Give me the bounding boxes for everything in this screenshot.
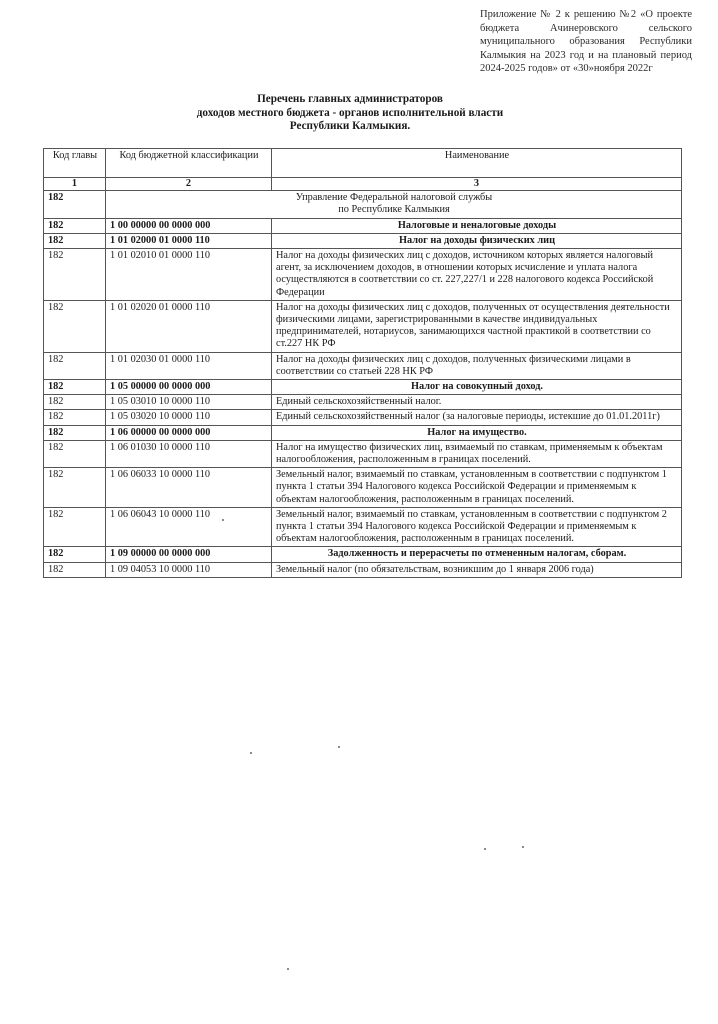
table-row xyxy=(44,547,682,562)
header-name: Наименование xyxy=(272,149,682,178)
budget-code-cell: 1 09 00000 00 0000 000 xyxy=(106,547,272,562)
revenue-name-cell: Земельный налог (по обязательствам, возникшим до 1 января 2006 года) xyxy=(272,562,682,577)
column-numbers-row xyxy=(44,178,682,191)
column-number: 2 xyxy=(106,178,272,191)
revenue-name-cell: Налоговые и неналоговые доходы xyxy=(272,218,682,233)
table-row xyxy=(44,562,682,577)
table-header-row xyxy=(44,149,682,178)
budget-code-cell: 1 01 02020 01 0000 110 xyxy=(106,300,272,352)
table-row xyxy=(44,218,682,233)
table-row xyxy=(44,410,682,425)
revenue-name-cell: Единый сельскохозяйственный налог (за налоговые периоды, истекшие до 01.01.2011г) xyxy=(272,410,682,425)
budget-code-cell: 1 06 00000 00 0000 000 xyxy=(106,425,272,440)
chapter-code-cell: 182 xyxy=(44,562,106,577)
table-row xyxy=(44,425,682,440)
title-line-3: Республики Калмыкия. xyxy=(289,120,411,132)
revenue-name-cell: Налог на имущество физических лиц, взимаемый по ставкам, применяемым к объектам налогообложения, расположенным в границах поселений. xyxy=(272,440,682,467)
department-row xyxy=(44,191,682,218)
table-row xyxy=(44,395,682,410)
department-chapter-code: 182 xyxy=(44,191,106,218)
administrators-table xyxy=(43,148,682,578)
chapter-code-cell: 182 xyxy=(44,547,106,562)
chapter-code-cell: 182 xyxy=(44,425,106,440)
title-line-2: доходов местного бюджета - органов исполнительной власти xyxy=(196,106,504,119)
chapter-code-cell: 182 xyxy=(44,468,106,508)
chapter-code-cell: 182 xyxy=(44,440,106,467)
budget-code-cell: 1 01 02000 01 0000 110 xyxy=(106,233,272,248)
chapter-code-cell: 182 xyxy=(44,507,106,547)
header-budget-code: Код бюджетной классификации xyxy=(106,149,272,178)
department-name xyxy=(106,191,682,218)
revenue-name-cell: Земельный налог, взимаемый по ставкам, установленным в соответствии с подпунктом 2 пункта 1 статьи 394 Налогового кодекса Российской Федерации и применяемым к объектам налогообложения, расположенным в границах поселений. xyxy=(272,507,682,547)
chapter-code-cell: 182 xyxy=(44,352,106,379)
revenue-name-cell: Налог на доходы физических лиц с доходов, полученных от осуществления деятельности физическими лицами, зарегистрированными в качестве индивидуальных предпринимателей, нотариусов, занимающихся частной практикой в соответствии со ст.227 НК РФ xyxy=(272,300,682,352)
budget-code-cell: 1 05 03020 10 0000 110 xyxy=(106,410,272,425)
budget-code-cell: 1 06 06043 10 0000 110 xyxy=(106,507,272,547)
chapter-code-cell: 182 xyxy=(44,300,106,352)
header-chapter-code: Код главы xyxy=(44,149,106,178)
department-name-line-1: Управление Федеральной налоговой службы xyxy=(295,192,493,204)
chapter-code-cell: 182 xyxy=(44,410,106,425)
budget-code-cell: 1 05 00000 00 0000 000 xyxy=(106,380,272,395)
budget-code-cell: 1 09 04053 10 0000 110 xyxy=(106,562,272,577)
revenue-name-cell: Единый сельскохозяйственный налог. xyxy=(272,395,682,410)
table-row xyxy=(44,507,682,547)
chapter-code-cell: 182 xyxy=(44,380,106,395)
table-row xyxy=(44,249,682,301)
revenue-name-cell: Налог на совокупный доход. xyxy=(272,380,682,395)
revenue-name-cell: Налог на имущество. xyxy=(272,425,682,440)
budget-code-cell: 1 00 00000 00 0000 000 xyxy=(106,218,272,233)
revenue-name-cell: Земельный налог, взимаемый по ставкам, установленным в соответствии с подпунктом 1 пункта 1 статьи 394 Налогового кодекса Российской Федерации и применяемым к объектам налогообложения, расположенным в границах поселений. xyxy=(272,468,682,508)
chapter-code-cell: 182 xyxy=(44,395,106,410)
table-row xyxy=(44,380,682,395)
title-line-1: Перечень главных администраторов xyxy=(257,93,443,105)
revenue-name-cell: Налог на доходы физических лиц xyxy=(272,233,682,248)
revenue-name-cell: Задолженность и перерасчеты по отмененным налогам, сборам. xyxy=(272,547,682,562)
chapter-code-cell: 182 xyxy=(44,233,106,248)
chapter-code-cell: 182 xyxy=(44,249,106,301)
budget-code-cell: 1 06 01030 10 0000 110 xyxy=(106,440,272,467)
budget-code-cell: 1 01 02010 01 0000 110 xyxy=(106,249,272,301)
appendix-note: Приложение № 2 к решению №2 «О проекте бюджета Ачинеровского сельского муниципального образования Республики Калмыкия на 2023 год и на плановый период 2024-2025 годов» от «30»ноября 2022г xyxy=(480,9,692,74)
table-row xyxy=(44,300,682,352)
budget-code-cell: 1 01 02030 01 0000 110 xyxy=(106,352,272,379)
budget-code-cell: 1 06 06033 10 0000 110 xyxy=(106,468,272,508)
table-row xyxy=(44,440,682,467)
table-row xyxy=(44,233,682,248)
revenue-name-cell: Налог на доходы физических лиц с доходов, источником которых является налоговый агент, за исключением доходов, в отношении которых исчисление и уплата налога осуществляются в соответствии со ст. 227,227/1 и 228 налогового кодекса Российской Федерации xyxy=(272,249,682,301)
chapter-code-cell: 182 xyxy=(44,218,106,233)
column-number: 1 xyxy=(44,178,106,191)
table-row xyxy=(44,468,682,508)
department-name-line-2: по Республике Калмыкия xyxy=(338,204,450,216)
budget-code-cell: 1 05 03010 10 0000 110 xyxy=(106,395,272,410)
column-number: 3 xyxy=(272,178,682,191)
table-row xyxy=(44,352,682,379)
revenue-name-cell: Налог на доходы физических лиц с доходов, полученных физическими лицами в соответствии со статьей 228 НК РФ xyxy=(272,352,682,379)
document-title xyxy=(150,93,550,134)
